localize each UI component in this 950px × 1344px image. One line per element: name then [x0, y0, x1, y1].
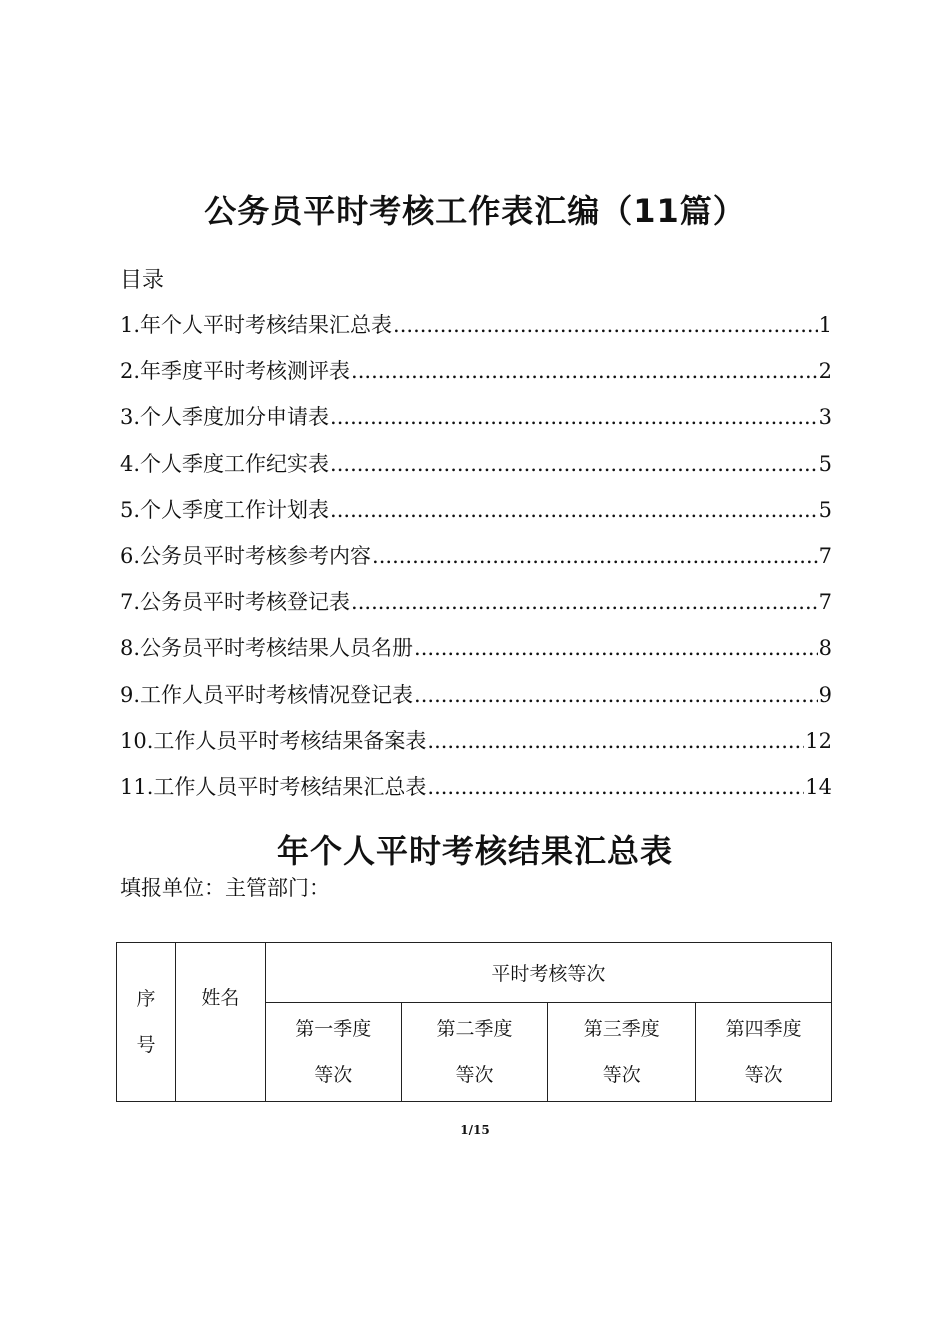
quarter-header-line2: 等次: [455, 1064, 494, 1086]
toc-leader: [427, 718, 804, 764]
toc-item-label: 11.工作人员平时考核结果汇总表: [120, 774, 427, 799]
quarter-header-line1: 第二季度: [436, 1018, 513, 1040]
toc-leader: [427, 764, 804, 810]
quarter-header-line2: 等次: [744, 1064, 783, 1086]
toc-item[interactable]: [120, 302, 832, 348]
toc-item-page: 7: [818, 590, 832, 615]
quarter-header: [265, 1003, 401, 1102]
quarter-header: [401, 1003, 548, 1102]
quarter-header-line1: 第三季度: [583, 1018, 660, 1040]
toc-item[interactable]: [120, 579, 832, 625]
toc-item-label: 1.年个人平时考核结果汇总表: [120, 313, 393, 337]
toc-item-label: 7.公务员平时考核登记表: [120, 590, 351, 615]
toc-item-page: 5: [818, 497, 832, 522]
toc-item-label: 6.公务员平时考核参考内容: [120, 543, 372, 568]
toc-item[interactable]: [120, 625, 832, 671]
toc-leader: [351, 579, 818, 625]
quarter-header-line2: 等次: [314, 1064, 353, 1086]
toc-leader: [351, 348, 818, 394]
toc-item-label: 3.个人季度加分申请表: [120, 405, 330, 430]
name-header: 姓名: [175, 943, 265, 1102]
toc-leader: [393, 302, 818, 348]
toc-item[interactable]: [120, 487, 832, 533]
page-number: 1/15: [460, 1123, 490, 1137]
toc-item[interactable]: [120, 764, 832, 810]
seq-header: [117, 943, 176, 1102]
toc-item-page: 9: [818, 682, 832, 707]
toc-item-page: 1: [818, 313, 832, 337]
quarter-header: [696, 1003, 832, 1102]
summary-table: [116, 942, 832, 1102]
quarter-header: [548, 1003, 696, 1102]
seq-header-line2: 号: [136, 1034, 156, 1056]
toc-item[interactable]: [120, 718, 832, 764]
toc-item[interactable]: [120, 394, 832, 440]
toc-item-page: 2: [818, 359, 832, 384]
toc-item-page: 5: [818, 451, 832, 476]
toc-item-label: 4.个人季度工作纪实表: [120, 451, 330, 476]
toc-item-page: 3: [818, 405, 832, 430]
toc-item-label: 9.工作人员平时考核情况登记表: [120, 682, 414, 707]
seq-header-line1: 序: [136, 988, 156, 1010]
table-of-contents: [120, 302, 832, 810]
toc-leader: [330, 441, 818, 487]
toc-leader: [330, 487, 818, 533]
toc-item[interactable]: [120, 441, 832, 487]
toc-item[interactable]: [120, 533, 832, 579]
toc-item-page: 14: [805, 774, 832, 799]
toc-item-label: 2.年季度平时考核测评表: [120, 359, 351, 384]
toc-leader: [372, 533, 818, 579]
quarter-header-line1: 第四季度: [725, 1018, 802, 1040]
toc-item-page: 12: [805, 728, 832, 753]
section-title: 年个人平时考核结果汇总表: [276, 832, 673, 870]
toc-item-page: 7: [818, 543, 832, 568]
toc-item-page: 8: [818, 636, 832, 661]
toc-item[interactable]: [120, 348, 832, 394]
toc-item-label: 5.个人季度工作计划表: [120, 497, 330, 522]
quarter-header-line2: 等次: [602, 1064, 641, 1086]
toc-heading: 目录: [120, 268, 165, 293]
toc-item-label: 8.公务员平时考核结果人员名册: [120, 636, 414, 661]
toc-item[interactable]: [120, 672, 832, 718]
toc-item-label: 10.工作人员平时考核结果备案表: [120, 728, 427, 753]
document-title: 公务员平时考核工作表汇编（11篇）: [204, 192, 746, 230]
toc-leader: [414, 672, 818, 718]
quarter-header-line1: 第一季度: [295, 1018, 372, 1040]
toc-leader: [414, 625, 818, 671]
toc-leader: [330, 394, 818, 440]
group-header: 平时考核等次: [265, 943, 831, 1003]
fill-unit-label: 填报单位：主管部门：: [120, 876, 330, 900]
